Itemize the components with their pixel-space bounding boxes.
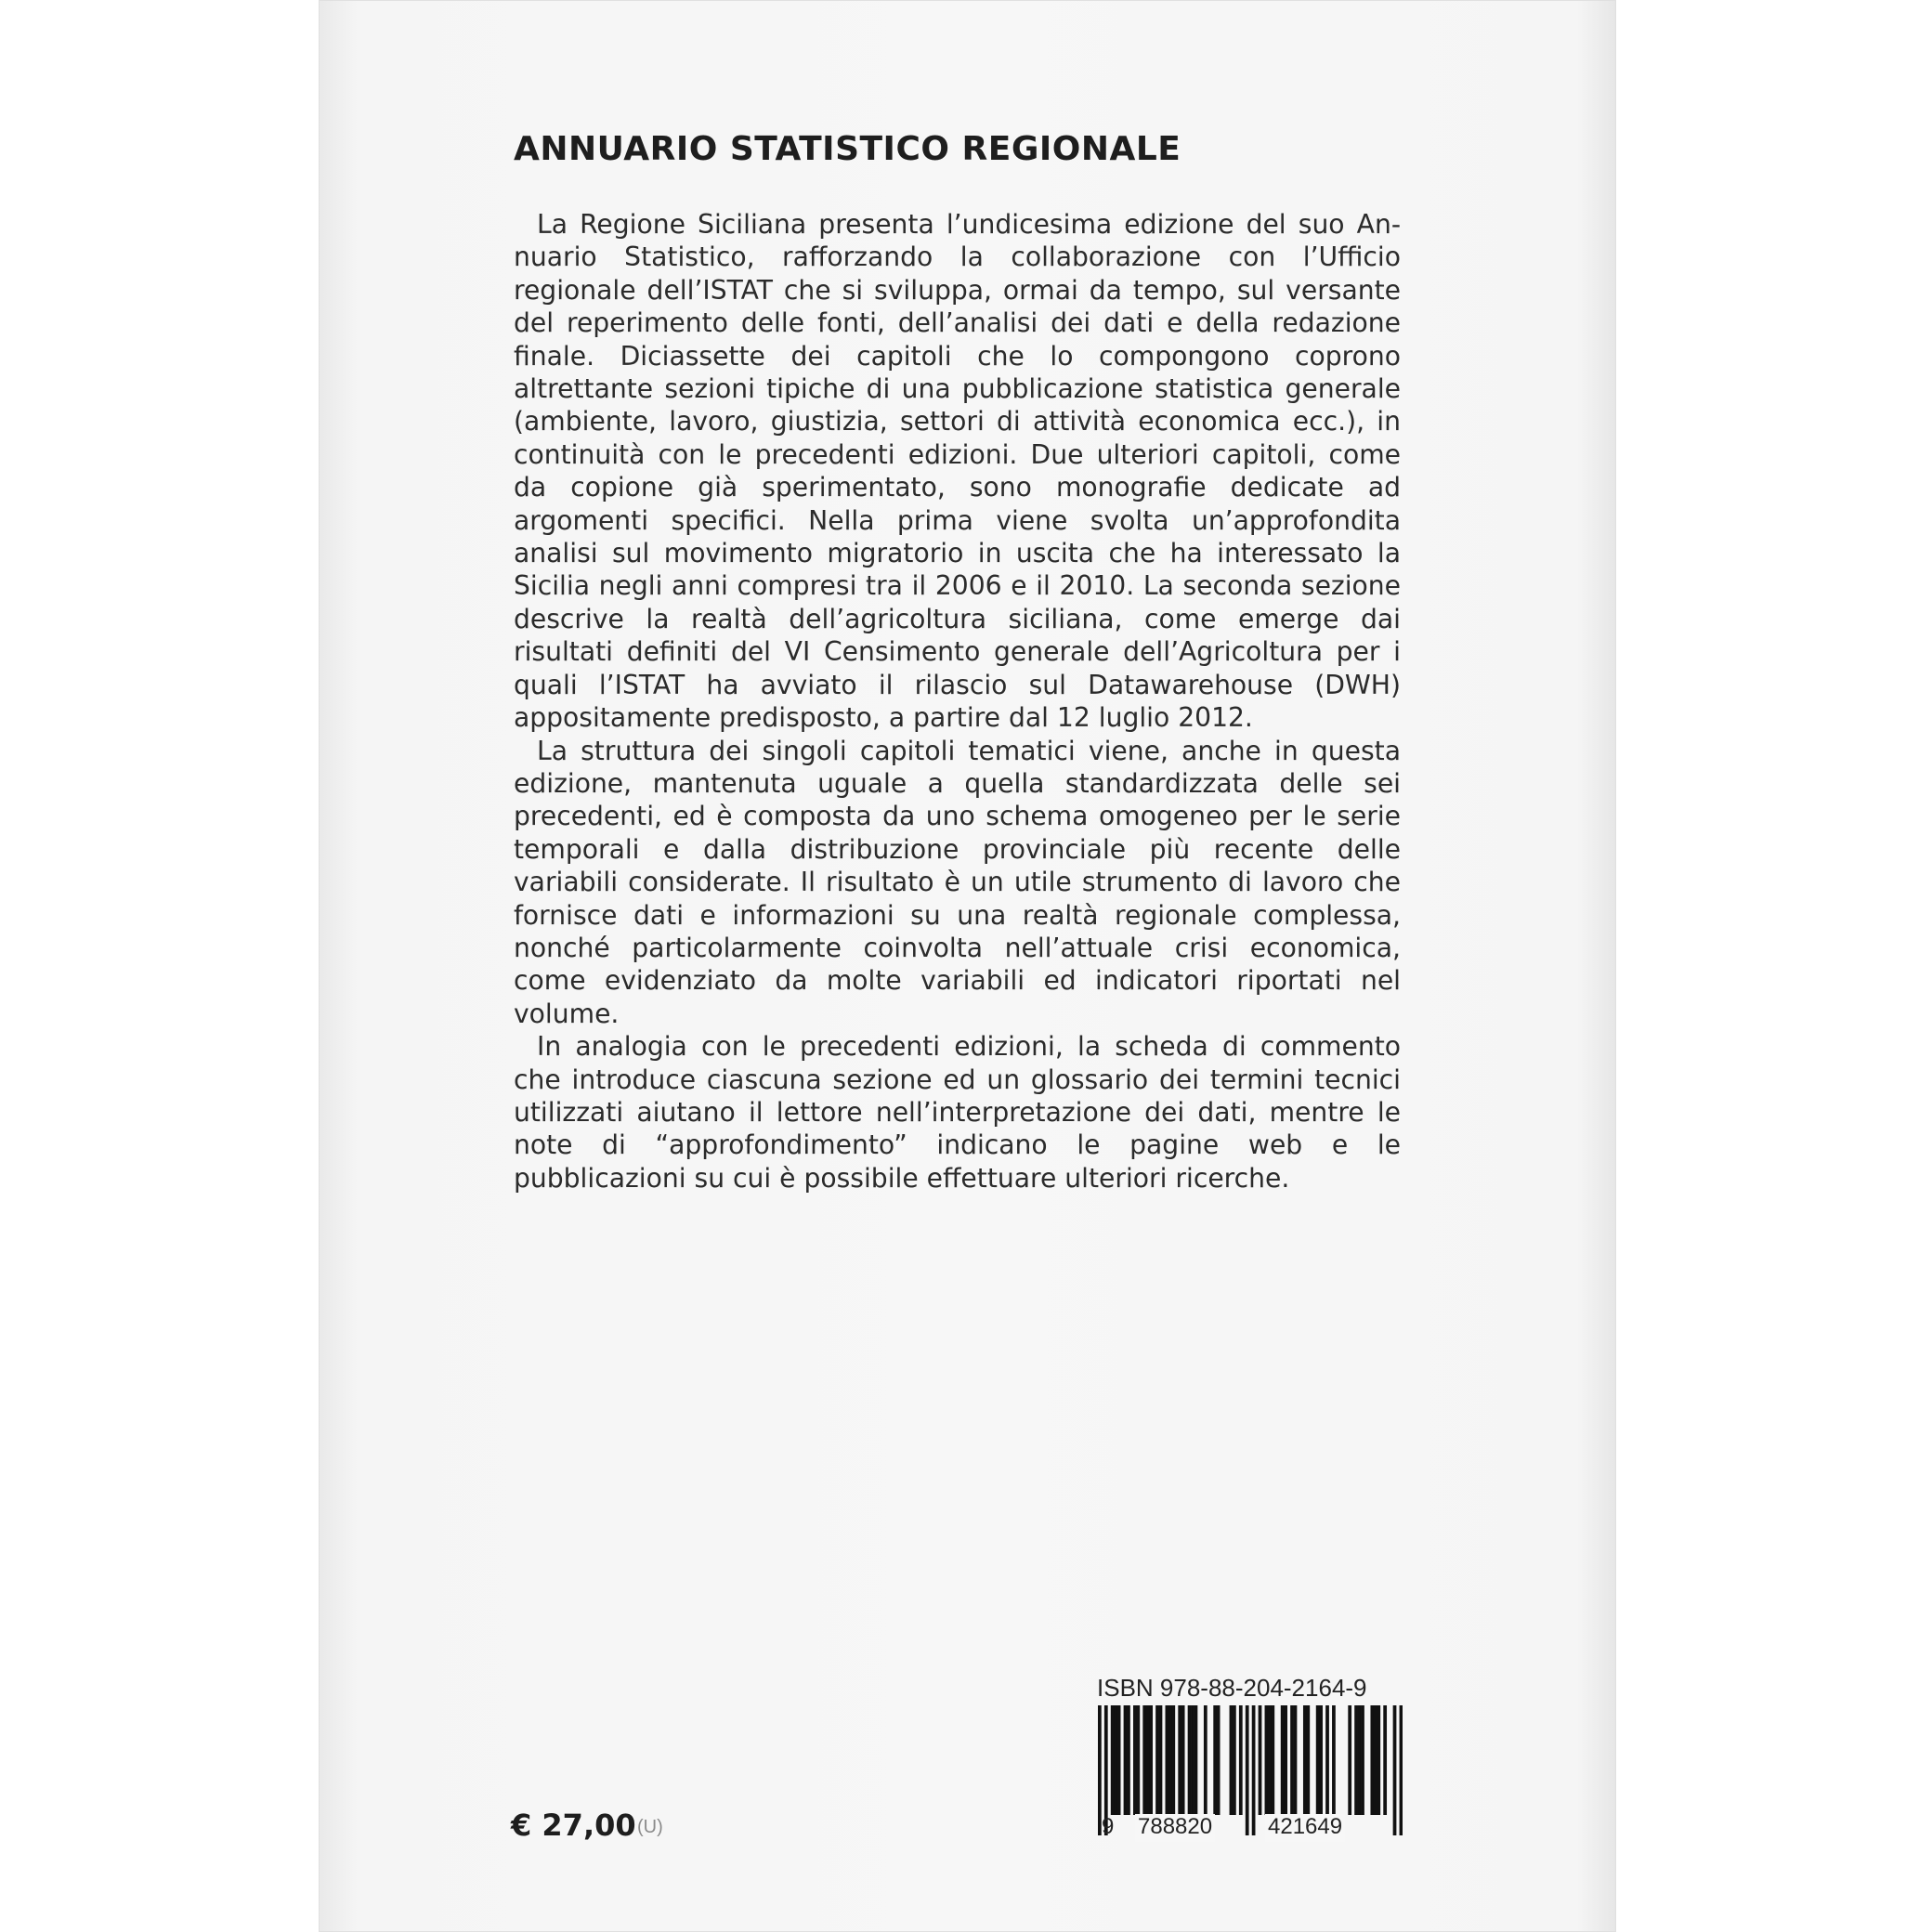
barcode-bar	[1332, 1705, 1336, 1815]
barcode-bar	[1127, 1705, 1130, 1815]
barcode-bar	[1171, 1705, 1175, 1815]
barcode-bar	[1114, 1705, 1117, 1815]
barcode-bar	[1188, 1705, 1192, 1815]
barcode-bar	[1377, 1705, 1380, 1815]
barcode-bar	[1259, 1705, 1262, 1815]
barcode-right-digits: 421649	[1265, 1814, 1345, 1842]
barcode-bar	[1268, 1705, 1272, 1815]
price-code: (U)	[637, 1817, 663, 1837]
barcode-bar	[1213, 1705, 1217, 1815]
blurb-paragraph-1: La Regione Siciliana presenta l’undicesima edizione del suo Annuario Statistico, rafforzando la collaborazione con l’Ufficio regionale dell’ISTAT che si sviluppa, ormai da tempo, sul versante del reperimento delle fonti, dell’analisi dei dati e della redazione finale. Diciassette dei capitoli che lo compongono coprono altrettante sezioni tipiche di una pubblicazione statistica generale (ambiente, lavoro, giustizia, settori di attività economica ecc.), in continuità con le precedenti edizioni. Due ulteriori capitoli, come da copione già sperimentato, sono monografie dedicate ad argomenti specifici. Nella prima viene svolta un’approfondita analisi sul movimento migratorio in uscita che ha interessato la Sicilia negli anni compresi tra il 2006 e il 2010. La seconda sezione descrive la realtà dell’agricoltura siciliana, come emerge dai risultati definiti del VI Censimento generale dell’Agricoltura per i quali l’ISTAT ha avviato il rilascio sul Datawarehouse (DWH) appositamente predisposto, a partire dal 12 luglio 2012.	[514, 209, 1401, 734]
barcode-bar	[1149, 1705, 1153, 1815]
barcode-bar	[1325, 1705, 1329, 1815]
blurb-paragraph-2: La struttura dei singoli capitoli tematici viene, anche in questa edizione, mantenuta uguale a quella standardizzata delle sei precedenti, ed è composta da uno schema omogeneo per le serie temporali e dalla distribuzione provinciale più recente delle variabili considerate. Il risultato è un utile strumento di lavoro che fornisce dati e informazioni su una realtà regionale complessa, nonché particolarmente coinvolta nell’attuale crisi economica, come evidenziato da molte variabili ed indicatori riportati nel volume.	[514, 735, 1401, 1029]
barcode-bar	[1239, 1705, 1243, 1815]
barcode-bar	[1217, 1705, 1221, 1815]
barcode-bar	[1370, 1705, 1374, 1815]
barcode-bar	[1374, 1705, 1377, 1815]
barcode-bar	[1230, 1705, 1234, 1815]
barcode-bar	[1178, 1705, 1181, 1815]
blurb-text	[514, 208, 1401, 1194]
barcode-bar	[1124, 1705, 1128, 1815]
book-title: ANNUARIO STATISTICO REGIONALE	[514, 130, 1181, 168]
barcode-bar	[1142, 1705, 1146, 1815]
price: € 27,00	[511, 1808, 636, 1843]
barcode-bar	[1117, 1705, 1121, 1815]
barcode-bar	[1284, 1705, 1287, 1815]
blurb-paragraph-3: In analogia con le precedenti edizioni, la scheda di commento che introduce ciascuna sezione ed un glossario dei termini tecnici utilizzati aiutano il lettore nell’interpretazione dei dati, mentre le note di “approfondimento” indicano le pagine web e le pubblicazioni su cui è possibile effettuare ulteriori ricerche.	[514, 1031, 1401, 1194]
barcode-bar	[1166, 1705, 1169, 1815]
barcode-bar	[1181, 1705, 1185, 1815]
barcode-bar	[1316, 1705, 1320, 1815]
barcode-bar	[1159, 1705, 1163, 1815]
barcode-bar	[1133, 1705, 1137, 1815]
barcode-bar	[1204, 1705, 1208, 1815]
barcode-bar	[1400, 1705, 1403, 1835]
barcode-bar	[1306, 1705, 1310, 1815]
isbn-label: ISBN 978-88-204-2164-9	[1097, 1674, 1367, 1702]
barcode-left-digits: 788820	[1135, 1814, 1215, 1842]
barcode-bar	[1348, 1705, 1351, 1815]
barcode-bar	[1146, 1705, 1150, 1815]
barcode-bar	[1233, 1705, 1236, 1815]
barcode-bar	[1194, 1705, 1198, 1815]
barcode-bar	[1246, 1705, 1249, 1835]
barcode-bar	[1191, 1705, 1194, 1815]
barcode-bar	[1136, 1705, 1140, 1815]
barcode-first-digit: 9	[1102, 1814, 1115, 1839]
barcode-bar	[1252, 1705, 1256, 1835]
barcode-bar	[1294, 1705, 1298, 1815]
barcode-bar	[1319, 1705, 1323, 1815]
barcode-bar	[1383, 1705, 1387, 1815]
barcode-bar	[1354, 1705, 1358, 1815]
barcode-bar	[1393, 1705, 1397, 1835]
barcode-bar	[1168, 1705, 1172, 1815]
barcode-bar	[1265, 1705, 1269, 1815]
barcode-bar	[1290, 1705, 1294, 1815]
barcode-bar	[1361, 1705, 1364, 1815]
barcode-bar	[1271, 1705, 1274, 1815]
barcode-bar	[1281, 1705, 1285, 1815]
barcode-bar	[1303, 1705, 1307, 1815]
barcode-bar	[1358, 1705, 1362, 1815]
barcode-bar	[1111, 1705, 1115, 1815]
barcode-bar	[1155, 1705, 1159, 1815]
